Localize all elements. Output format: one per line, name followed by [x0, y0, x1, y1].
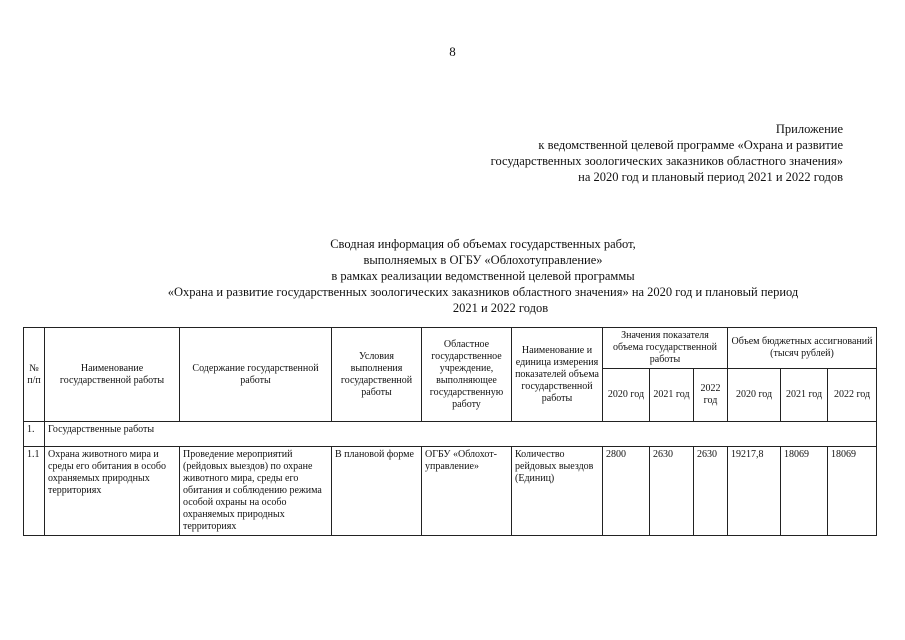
header-year: 2022 год — [694, 369, 728, 422]
appendix-line: государственных зоологических заказников областного значения» — [490, 154, 843, 168]
appendix-line: на 2020 год и плановый период 2021 и 2022 годов — [578, 170, 843, 184]
header-year: 2022 год — [828, 369, 877, 422]
summary-line: Сводная информация об объемах государственных работ, — [330, 237, 636, 251]
appendix-header — [491, 121, 843, 185]
summary-title — [62, 236, 904, 316]
cell-budget-2022: 18069 — [828, 447, 877, 536]
summary-line: 2021 и 2022 годов — [452, 301, 549, 315]
header-indicator-values: Значения показателя объема государственной работы — [603, 328, 728, 369]
table-header-row — [24, 328, 877, 369]
cell-value-2022: 2630 — [694, 447, 728, 536]
summary-line: «Охрана и развитие государственных зоологических заказников областного значения» на 2020 год и плановый период — [167, 285, 799, 299]
cell-conditions: В плановой форме — [332, 447, 422, 536]
header-work-content: Содержание государственной работы — [180, 328, 332, 422]
header-year: 2021 год — [781, 369, 828, 422]
summary-line: выполняемых в ОГБУ «Облохотуправление» — [363, 253, 603, 267]
appendix-line: к ведомственной целевой программе «Охрана и развитие — [538, 138, 843, 152]
header-budget: Объем бюджетных ассигнований (тысяч рублей) — [728, 328, 877, 369]
header-unit: Наименование и единица измерения показателей объема государственной работы — [512, 328, 603, 422]
cell-value-2020: 2800 — [603, 447, 650, 536]
cell-budget-2021: 18069 — [781, 447, 828, 536]
works-table — [23, 327, 877, 536]
section-title: Государственные работы — [45, 422, 877, 447]
cell-work-name: Охрана животного мира и среды его обитания в особо охраняемых природных территориях — [45, 447, 180, 536]
section-row — [24, 422, 877, 447]
header-year: 2021 год — [650, 369, 694, 422]
cell-unit: Количество рейдовых выездов (Единиц) — [512, 447, 603, 536]
header-year: 2020 год — [603, 369, 650, 422]
header-institution: Областное государственное учреждение, выполняющее государственную работу — [422, 328, 512, 422]
cell-institution: ОГБУ «Облохот-управление» — [422, 447, 512, 536]
cell-value-2021: 2630 — [650, 447, 694, 536]
header-year: 2020 год — [728, 369, 781, 422]
summary-line: в рамках реализации ведомственной целевой программы — [331, 269, 635, 283]
cell-work-content: Проведение мероприятий (рейдовых выездов) по охране животного мира, среды его обитания и соблюдению режима особой охраны на особо охраняемых природных территориях — [180, 447, 332, 536]
header-work-name: Наименование государственной работы — [45, 328, 180, 422]
header-num: № п/п — [24, 328, 45, 422]
section-num: 1. — [24, 422, 45, 447]
header-conditions: Условия выполнения государственной работы — [332, 328, 422, 422]
appendix-line: Приложение — [775, 122, 843, 136]
table-row — [24, 447, 877, 536]
cell-budget-2020: 19217,8 — [728, 447, 781, 536]
cell-num: 1.1 — [24, 447, 45, 536]
page-number: 8 — [449, 44, 456, 59]
